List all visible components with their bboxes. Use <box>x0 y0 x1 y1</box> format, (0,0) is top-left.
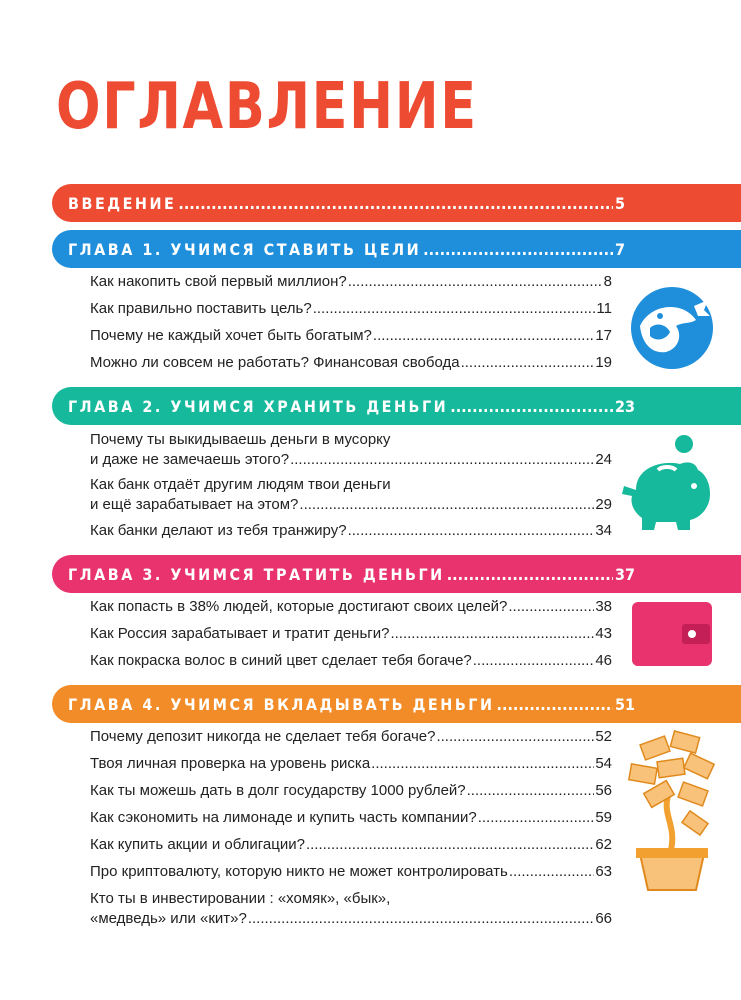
toc-item[interactable]: Как Россия зарабатывает и тратит деньги? ..... 43 <box>90 624 612 644</box>
toc-item[interactable]: Про криптовалюту, которую никто не может контролировать ..... 63 <box>90 862 612 882</box>
chapter-4-label: ГЛАВА 4. УЧИМСЯ ВКЛАДЫВАТЬ ДЕНЬГИ <box>68 694 495 714</box>
chapter-1-page: 7 <box>615 239 626 259</box>
intro-page: 5 <box>615 193 626 213</box>
chapter-4-band[interactable] <box>52 685 741 723</box>
intro-band[interactable] <box>52 184 741 222</box>
toc-item-line1: Кто ты в инвестировании : «хомяк», «бык», <box>90 890 391 907</box>
toc-item[interactable]: Как банки делают из тебя транжиру? ..... 34 <box>90 521 612 541</box>
toc-item[interactable]: Как покраска волос в синий цвет сделает тебя богаче? ..... 46 <box>90 651 612 671</box>
toc-item-line1: Как банк отдаёт другим людям твои деньги <box>90 476 391 493</box>
toc-item[interactable]: Как правильно поставить цель? ..... 11 <box>90 299 612 319</box>
page-title: ОГЛАВЛЕНИЕ <box>56 70 478 144</box>
toc-item[interactable]: Твоя личная проверка на уровень риска ..... 54 <box>90 754 612 774</box>
toc-item[interactable]: Как ты можешь дать в долг государству 1000 рублей? ..... 56 <box>90 781 612 801</box>
chapter-2-label: ГЛАВА 2. УЧИМСЯ ХРАНИТЬ ДЕНЬГИ <box>68 396 449 416</box>
chapter-1-label: ГЛАВА 1. УЧИМСЯ СТАВИТЬ ЦЕЛИ <box>68 239 422 259</box>
toc-item[interactable]: Как купить акции и облигации? ..... 62 <box>90 835 612 855</box>
chapter-2-band[interactable] <box>52 387 741 425</box>
money-tree-icon <box>622 726 722 892</box>
toc-item[interactable]: и ещё зарабатывает на этом? ..... 29 <box>90 495 612 515</box>
chapter-3-band[interactable] <box>52 555 741 593</box>
wallet-icon <box>632 602 712 666</box>
toc-item[interactable]: Почему депозит никогда не сделает тебя богаче? ..... 52 <box>90 727 612 747</box>
chapter-2-page: 23 <box>615 396 636 416</box>
chapter-3-page: 37 <box>615 564 636 584</box>
toc-item[interactable]: Как попасть в 38% людей, которые достигают своих целей? ..... 38 <box>90 597 612 617</box>
toc-item[interactable]: Почему не каждый хочет быть богатым? ..... 17 <box>90 326 612 346</box>
fish-icon <box>630 286 714 370</box>
toc-item[interactable]: Как накопить свой первый миллион? ..... 8 <box>90 272 612 292</box>
chapter-1-band[interactable] <box>52 230 741 268</box>
chapter-3-label: ГЛАВА 3. УЧИМСЯ ТРАТИТЬ ДЕНЬГИ <box>68 564 445 584</box>
toc-item-line1: Почему ты выкидываешь деньги в мусорку <box>90 431 391 448</box>
toc-item[interactable]: «медведь» или «кит»? ..... 66 <box>90 909 612 929</box>
toc-item[interactable]: и даже не замечаешь этого? ..... 24 <box>90 450 612 470</box>
toc-item[interactable]: Как сэкономить на лимонаде и купить часть компании? ..... 59 <box>90 808 612 828</box>
chapter-4-page: 51 <box>615 694 636 714</box>
piggy-bank-icon <box>618 430 718 536</box>
toc-item[interactable]: Можно ли совсем не работать? Финансовая свобода ..... 19 <box>90 353 612 373</box>
intro-label: ВВЕДЕНИЕ <box>68 193 177 213</box>
